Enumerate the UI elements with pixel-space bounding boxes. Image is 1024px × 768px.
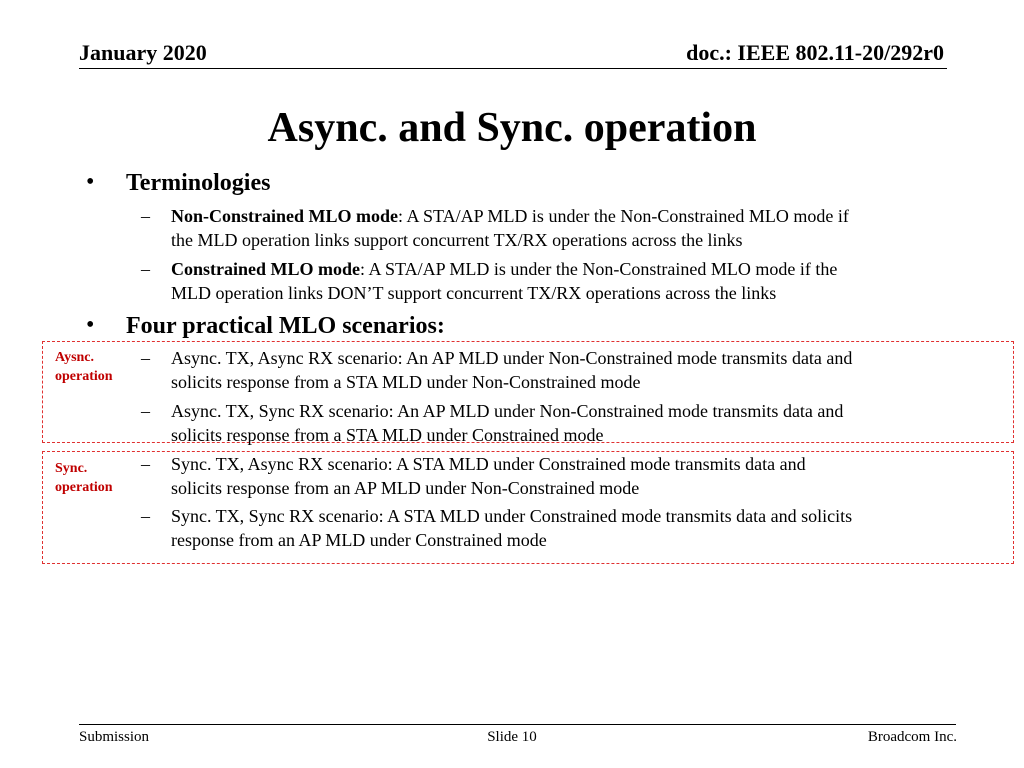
footer-company: Broadcom Inc. [867,729,957,745]
sub-bullet-text [171,257,951,305]
dash-icon: – [141,506,150,526]
footer-slide-number: Slide 10 [487,729,537,745]
footer-submission: Submission [79,729,150,745]
footer-divider [79,724,956,725]
section-heading: Four practical MLO scenarios: [126,313,445,339]
async-operation-label: Aysnc. operation [55,350,113,384]
term-label: Non-Constrained MLO mode [171,206,399,226]
dash-icon: – [141,401,150,421]
slide-title: Async. and Sync. operation [267,105,757,151]
term-definition-cont: MLD operation links DON’T support concurrent TX/RX operations across the links [171,283,777,303]
bullet-icon: • [86,312,95,338]
term-definition: : A STA/AP MLD is under the Non-Constrained MLO mode if [398,206,849,226]
scenario-text: Sync. TX, Sync RX scenario: A STA MLD under Constrained mode transmits data and solicits response from an AP MLD under Constrained mode [171,506,853,550]
dash-icon: – [141,348,150,368]
bullet-icon: • [86,169,95,195]
term-definition: : A STA/AP MLD is under the Non-Constrained MLO mode if the [360,259,838,279]
term-definition-cont: the MLD operation links support concurrent TX/RX operations across the links [171,230,743,250]
scenario-text: Async. TX, Async RX scenario: An AP MLD under Non-Constrained mode transmits data and solicits response from a STA MLD under Non-Constrained mode [171,348,853,392]
header-divider [79,68,947,69]
sync-operation-label: Sync. operation [55,461,113,495]
scenario-text: Async. TX, Sync RX scenario: An AP MLD under Non-Constrained mode transmits data and solicits response from a STA MLD under Constrained mode [171,401,844,445]
scenario-text: Sync. TX, Async RX scenario: A STA MLD under Constrained mode transmits data and solicits response from an AP MLD under Non-Constrained mode [171,454,806,498]
dash-icon: – [141,206,150,226]
header-doc-id: doc.: IEEE 802.11-20/292r0 [686,40,944,65]
sub-bullet-text [171,204,951,252]
dash-icon: – [141,259,150,279]
dash-icon: – [141,454,150,474]
term-label: Constrained MLO mode [171,259,360,279]
section-heading: Terminologies [126,170,271,196]
header-date: January 2020 [79,40,207,65]
